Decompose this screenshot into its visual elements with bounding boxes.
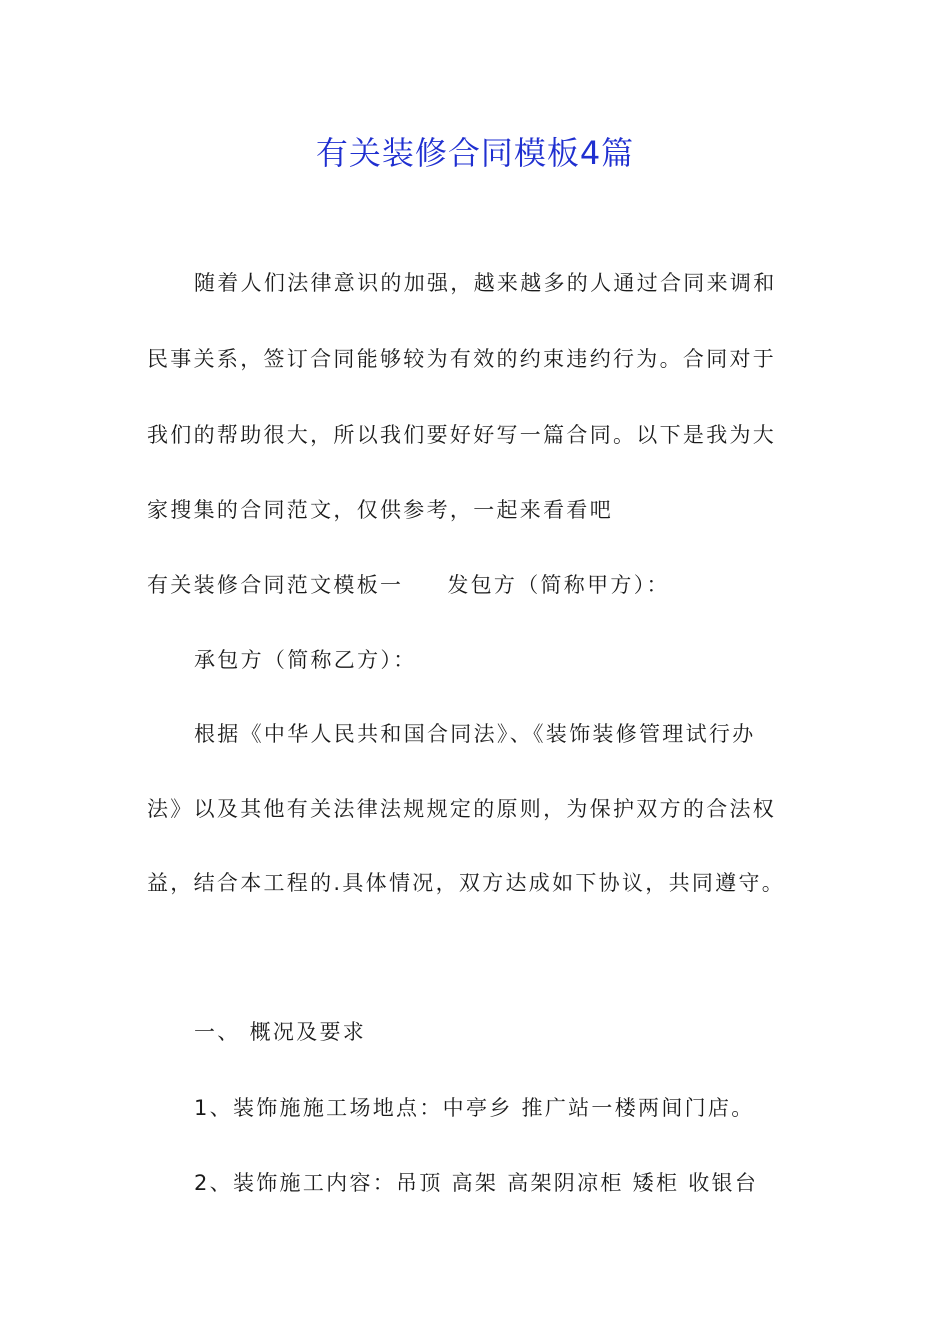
section-heading: 有关装修合同范文模板一: [147, 573, 404, 597]
party-b-label: 承包方（简称乙方）：: [194, 648, 417, 672]
party-a-label: 发包方（简称甲方）：: [447, 573, 670, 597]
intro-line-3: 我们的帮助很大，所以我们要好好写一篇合同。以下是我为大: [147, 423, 777, 447]
intro-line-1: 随着人们法律意识的加强，越来越多的人通过合同来调和: [194, 271, 777, 295]
intro-line-2: 民事关系，签订合同能够较为有效的约束违约行为。合同对于: [147, 347, 777, 371]
document-title: 有关装修合同模板4篇: [315, 134, 635, 172]
clause-item-2: 2、装饰施工内容：吊顶 高架 高架阴凉柜 矮柜 收银台: [194, 1171, 759, 1195]
intro-line-4: 家搜集的合同范文，仅供参考，一起来看看吧: [147, 498, 613, 522]
basis-line-2: 法》以及其他有关法律法规规定的原则，为保护双方的合法权: [147, 797, 777, 821]
basis-line-3: 益，结合本工程的.具体情况，双方达成如下协议，共同遵守。: [147, 871, 786, 895]
clause-item-1: 1、装饰施施工场地点：中亭乡 推广站一楼两间门店。: [194, 1096, 755, 1120]
clause-heading-1: 一、 概况及要求: [194, 1020, 367, 1044]
basis-line-1: 根据《中华人民共和国合同法》、《装饰装修管理试行办: [194, 722, 756, 746]
section-heading-line: [147, 565, 817, 605]
